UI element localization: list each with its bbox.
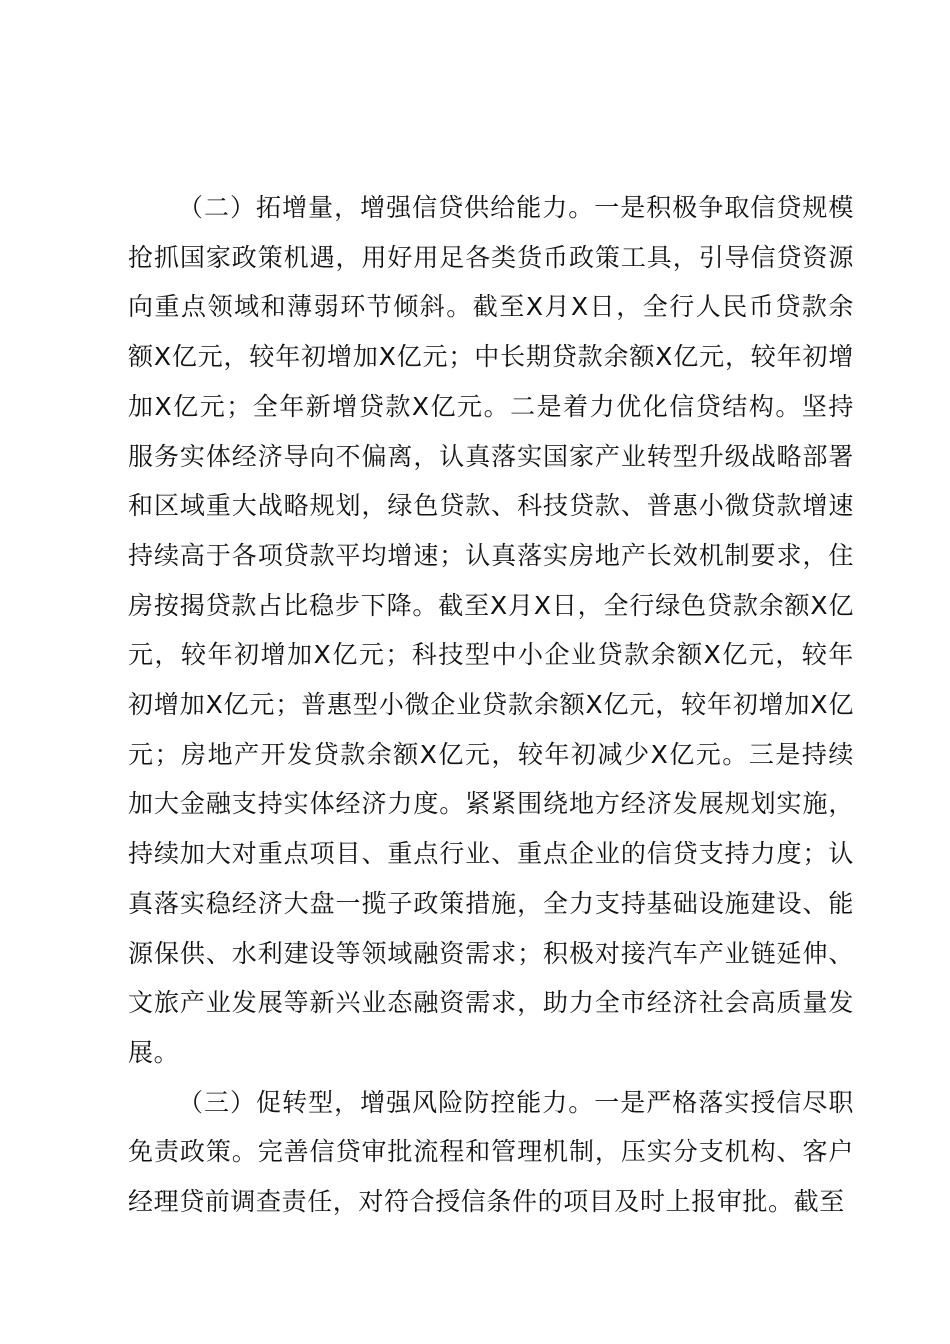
paragraph-credit-supply: （二）拓增量，增强信贷供给能力。一是积极争取信贷规模抢抓国家政策机遇，用好用足各类货币政策工具，引导信贷资源向重点领域和薄弱环节倾斜。截至X月X日，全行人民币贷款余额X亿元，较年初增加X亿元；中长期贷款余额X亿元，较年初增加X亿元；全年新增贷款X亿元。二是着力优化信贷结构。坚持服务实体经济导向不偏离，认真落实国家产业转型升级战略部署和区域重大战略规划，绿色贷款、科技贷款、普惠小微贷款增速持续高于各项贷款平均增速；认真落实房地产长效机制要求，住房按揭贷款占比稳步下降。截至X月X日，全行绿色贷款余额X亿元，较年初增加X亿元；科技型中小企业贷款余额X亿元，较年初增加X亿元；普惠型小微企业贷款余额X亿元，较年初增加X亿元；房地产开发贷款余额X亿元，较年初减少X亿元。三是持续加大金融支持实体经济力度。紧紧围绕地方经济发展规划实施，持续加大对重点项目、重点行业、重点企业的信贷支持力度；认真落实稳经济大盘一揽子政策措施，全力支持基础设施建设、能源保供、水利建设等领域融资需求；积极对接汽车产业链延伸、文旅产业发展等新兴业态融资需求，助力全市经济社会高质量发展。 xyxy=(128,193,854,1067)
paragraph-risk-control: （三）促转型，增强风险防控能力。一是严格落实授信尽职免责政策。完善信贷审批流程和管理机制，压实分支机构、客户经理贷前调查责任，对符合授信条件的项目及时上报审批。截至 xyxy=(128,1087,854,1217)
document-body xyxy=(128,183,854,1227)
